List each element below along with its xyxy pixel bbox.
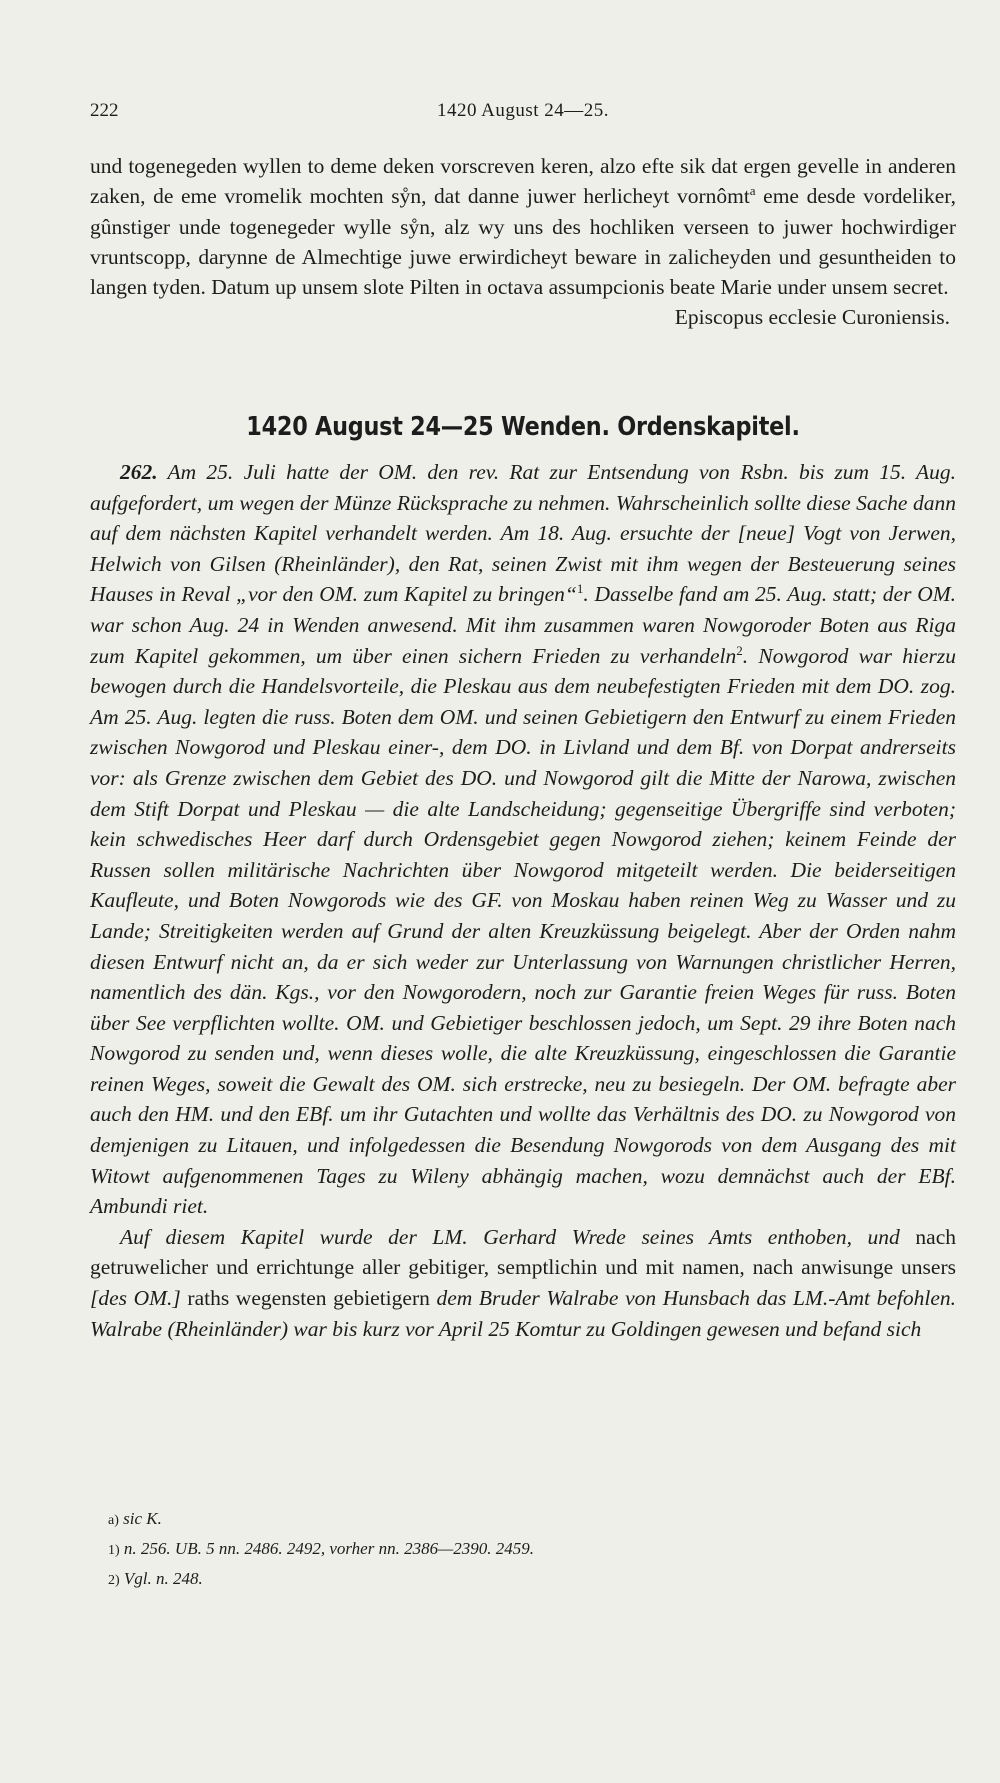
letter-text <box>90 151 956 333</box>
section-heading: 1420 August 24—25 Wenden. Ordenskapitel. <box>246 412 800 442</box>
page-number: 222 <box>90 100 119 121</box>
regest-paragraph-1: 262. Am 25. Juli hatte der OM. den rev. Rat zur Entsendung von Rsbn. bis zum 15. Aug. aufgefordert, um wegen der Münze Rücksprache zu nehmen. Wahrscheinlich sollte diese Sache dann auf dem nächsten Kapitel verhandelt werden. Am 18. Aug. ersuchte der [neue] Vogt von Jerwen, Helwich von Gilsen (Rheinländer), den Rat, seinen Zwist mit ihm wegen der Besteuerung seines Hauses in Reval „vor den OM. zum Kapitel zu bringen“$^1$. Dasselbe fand am 25. Aug. statt; der OM. war schon Aug. 24 in Wenden anwesend. Mit ihm zusammen waren Nowgoroder Boten aus Riga zum Kapitel gekommen, um über einen sichern Frieden zu verhandeln$^2$. Nowgorod war hierzu bewogen durch die Handelsvorteile, die Pleskau aus dem neubefestigten Frieden mit dem DO. zog. Am 25. Aug. legten die russ. Boten dem OM. und seinen Gebietigern den Entwurf zu einem Frieden zwischen Nowgorod und Pleskau einer-, dem DO. in Livland und dem Bf. von Dorpat andrerseits vor: als Grenze zwischen dem Gebiet des DO. und Nowgorod gilt die Mitte der Narowa, zwischen dem Stift Dorpat und Pleskau — die alte Landscheidung; gegenseitige Übergriffe sind verboten; kein schwedisches Heer darf durch Ordensgebiet gegen Nowgorod ziehen; keinem Feinde der Russen sollen militärische Nachrichten über Nowgorod mitgeteilt werden. Die beiderseitigen Kaufleute, und Boten Nowgorods wie des GF. von Moskau haben reinen Weg zu Wasser und zu Lande; Streitigkeiten werden auf Grund der alten Kreuzküssung beigelegt. Aber der Orden nahm diesen Entwurf nicht an, da er sich weder zur Unterlassung von Warnungen christlicher Herren, namentlich des dän. Kgs., vor den Nowgorodern, noch zur Garantie freien Weges für russ. Boten über See verpflichten wollte. OM. und Gebietiger beschlossen jedoch, um Sept. 29 ihre Boten nach Nowgorod zu senden und, wenn dieses wolle, die alte Kreuzküssung, eingeschlossen die Garantie reinen Weges, soweit die Gewalt des OM. sich erstrecke, neu zu besiegeln. Der OM. befragte aber auch den HM. und den EBf. um ihr Gutachten und wollte das Verhältnis des DO. zu Nowgorod von demjenigen zu Litauen, und infolgedessen die Besendung Nowgorods von dem Ausgang des mit Witowt aufgenommenen Tages zu Wileny abhängig machen, wozu demnächst auch der EBf. Ambundi riet. <box>90 460 957 1219</box>
footnote-1: 1) n. 256. UB. 5 nn. 2486. 2492, vorher nn. 2386—2390. 2459. <box>108 1539 534 1558</box>
footnote-ref-2: 2 <box>736 642 743 658</box>
footnotes <box>108 1505 948 1595</box>
regest-number: 262. <box>120 460 158 484</box>
regest-text <box>90 457 956 1344</box>
footnote-2: 2) Vgl. n. 248. <box>108 1569 203 1588</box>
footnote-mark: a <box>749 183 756 199</box>
running-title: 1420 August 24—25. <box>436 100 610 121</box>
letter-paragraph: und togenegeden wyllen to deme deken vorscreven keren, alzo efte sik dat ergen gevelle in anderen zaken, de eme vromelik mochten sẙn, dat danne juwer herlicheyt vornômt$^a$ eme desde vordeliker, gûnstiger unde togenegeder wylle sẙn, alz wy uns des hochliken verseen to juwer hochwirdiger vruntscopp, darynne de Almechtige juwe erwirdicheyt beware in zalicheyden und gesuntheiden to langen tyden. Datum up unsem slote Pilten in octava assumpcionis beate Marie under unsem secret. <box>90 154 956 300</box>
footnote-a: a) sic K. <box>108 1509 162 1528</box>
footnote-ref-1: 1 <box>576 581 584 597</box>
letter-signature: Episcopus ecclesie Curoniensis. <box>674 305 950 330</box>
running-header <box>90 100 956 130</box>
regest-paragraph-2: Auf diesem Kapitel wurde der LM. Gerhard Wrede seines Amts enthoben, und nach getruwelicher und errichtunge aller gebitiger, semptlichin und mit namen, nach anwisunge unsers [des OM.] raths wegensten gebietigern dem Bruder Walrabe von Hunsbach das LM.-Amt befohlen. Walrabe (Rheinländer) war bis kurz vor April 25 Komtur zu Goldingen gewesen und befand sich <box>90 1224 956 1341</box>
